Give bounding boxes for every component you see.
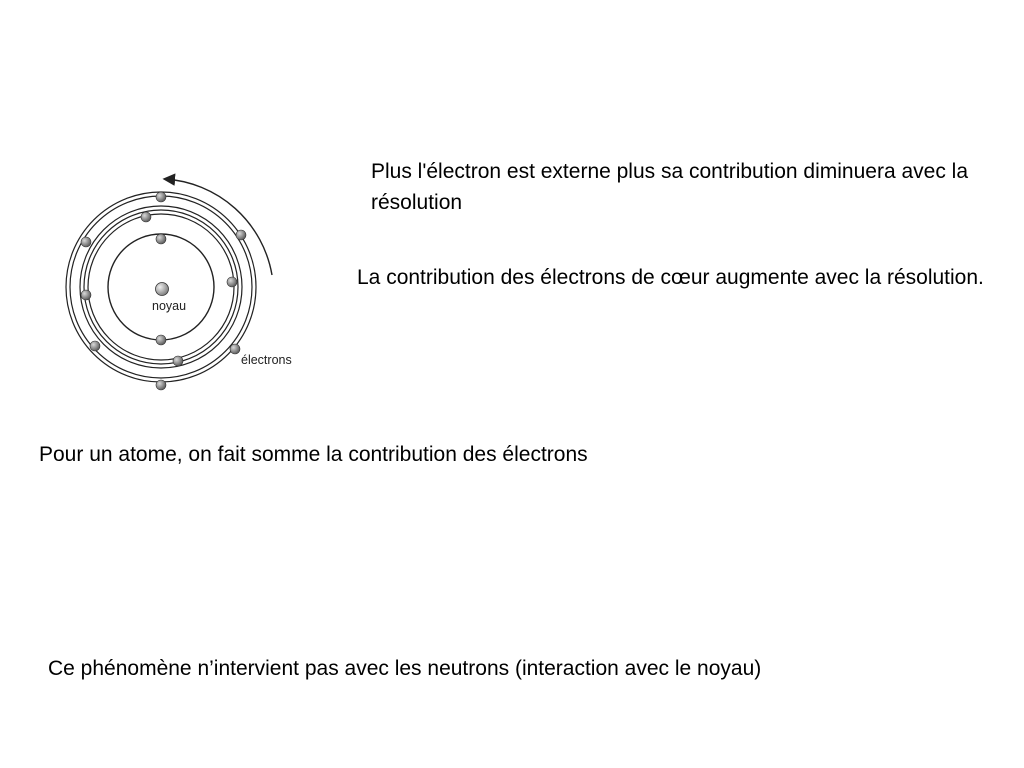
electron bbox=[81, 290, 91, 300]
atom-sum-text: Pour un atome, on fait somme la contribution des électrons bbox=[39, 443, 588, 466]
electron bbox=[141, 212, 151, 222]
electron bbox=[156, 192, 166, 202]
electron bbox=[173, 356, 183, 366]
electron bbox=[81, 237, 91, 247]
nucleus bbox=[156, 283, 169, 296]
atom-diagram bbox=[55, 165, 315, 400]
electron bbox=[156, 380, 166, 390]
nucleus-label: noyau bbox=[152, 299, 187, 313]
core-electron-text: La contribution des électrons de cœur augmente avec la résolution. bbox=[357, 266, 984, 289]
electron bbox=[230, 344, 240, 354]
electron bbox=[156, 335, 166, 345]
electron bbox=[236, 230, 246, 240]
electron bbox=[90, 341, 100, 351]
electron bbox=[156, 234, 166, 244]
electron bbox=[227, 277, 237, 287]
rotation-arrow bbox=[165, 179, 272, 275]
neutron-text: Ce phénomène n’intervient pas avec les neutrons (interaction avec le noyau) bbox=[48, 657, 762, 680]
electrons-label: électrons bbox=[241, 353, 292, 367]
outer-electron-text: Plus l'électron est externe plus sa contribution diminuera avec la résolution bbox=[371, 160, 968, 214]
